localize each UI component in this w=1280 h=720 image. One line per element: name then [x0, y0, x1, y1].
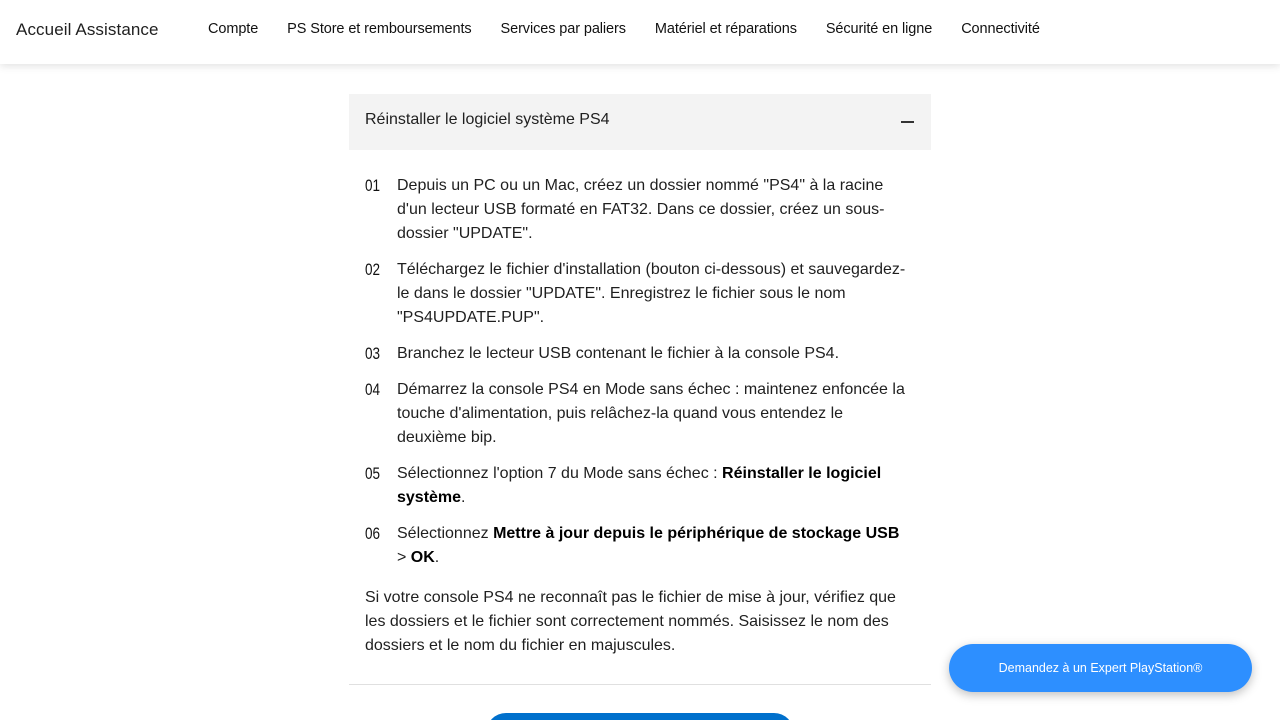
step-text: [397, 522, 915, 570]
step-number: 05: [365, 465, 381, 483]
divider: [349, 684, 931, 685]
step-item: [365, 342, 915, 366]
step-text-part: Branchez le lecteur USB contenant le fichier à la console PS4.: [397, 345, 840, 362]
step-text-part: >: [397, 549, 411, 566]
main-nav: [208, 21, 1069, 37]
step-number: 01: [365, 177, 381, 195]
nav-item-ps-store[interactable]: PS Store et remboursements: [287, 21, 472, 37]
support-home-link[interactable]: Accueil Assistance: [16, 20, 159, 39]
step-text: [397, 378, 915, 450]
step-item: [365, 522, 915, 570]
download-button[interactable]: [486, 713, 794, 720]
step-text-part: Sélectionnez l'option 7 du Mode sans échec :: [397, 465, 723, 482]
nav-item-services[interactable]: Services par paliers: [500, 21, 626, 37]
step-text-part: .: [434, 549, 440, 566]
step-number: 04: [365, 381, 381, 399]
step-text-part: Sélectionnez: [397, 525, 494, 542]
nav-item-securite[interactable]: Sécurité en ligne: [825, 21, 933, 37]
ask-expert-button[interactable]: Demandez à un Expert PlayStation®: [949, 644, 1252, 692]
step-text: [397, 342, 915, 366]
step-text-bold: Réinstaller le logiciel système: [397, 465, 882, 506]
step-item: [365, 174, 915, 246]
nav-item-materiel[interactable]: Matériel et réparations: [654, 21, 797, 37]
step-number: 06: [365, 525, 381, 543]
help-note: Si votre console PS4 ne reconnaît pas le fichier de mise à jour, vérifiez que les dossiers et le fichier sont correctement nommés. Saisissez le nom des dossiers et le nom du fichier en majuscules.: [365, 589, 896, 654]
step-item: [365, 378, 915, 450]
step-text-part: Téléchargez le fichier d'installation (bouton ci-dessous) et sauvegardez-le dans le dossier "UPDATE". Enregistrez le fichier sous le nom "PS4UPDATE.PUP".: [397, 261, 906, 326]
minus-icon[interactable]: [901, 121, 914, 123]
nav-item-connectivite[interactable]: Connectivité: [961, 21, 1040, 37]
step-text-part: Démarrez la console PS4 en Mode sans échec : maintenez enfoncée la touche d'alimentation, puis relâchez-la quand vous entendez le deuxième bip.: [397, 381, 905, 446]
step-item: [365, 258, 915, 330]
step-number: 02: [365, 261, 381, 279]
step-text: [397, 258, 915, 330]
step-text: [397, 462, 915, 510]
accordion-header[interactable]: [349, 94, 931, 150]
top-navigation-bar: [0, 0, 1280, 64]
step-number: 03: [365, 345, 381, 363]
accordion-title: Réinstaller le logiciel système PS4: [365, 111, 610, 128]
steps-list: [365, 174, 915, 570]
step-text-part: Depuis un PC ou un Mac, créez un dossier nommé "PS4" à la racine d'un lecteur USB formaté en FAT32. Dans ce dossier, créez un sous-dossier "UPDATE".: [397, 177, 885, 242]
nav-item-compte[interactable]: Compte: [208, 21, 259, 37]
reinstall-accordion: [349, 94, 931, 685]
step-text-bold: OK: [410, 549, 435, 566]
step-text-bold: Mettre à jour depuis le périphérique de stockage USB: [493, 525, 900, 542]
step-text: [397, 174, 915, 246]
step-item: [365, 462, 915, 510]
step-text-part: .: [461, 489, 466, 506]
accordion-body: [349, 150, 931, 685]
